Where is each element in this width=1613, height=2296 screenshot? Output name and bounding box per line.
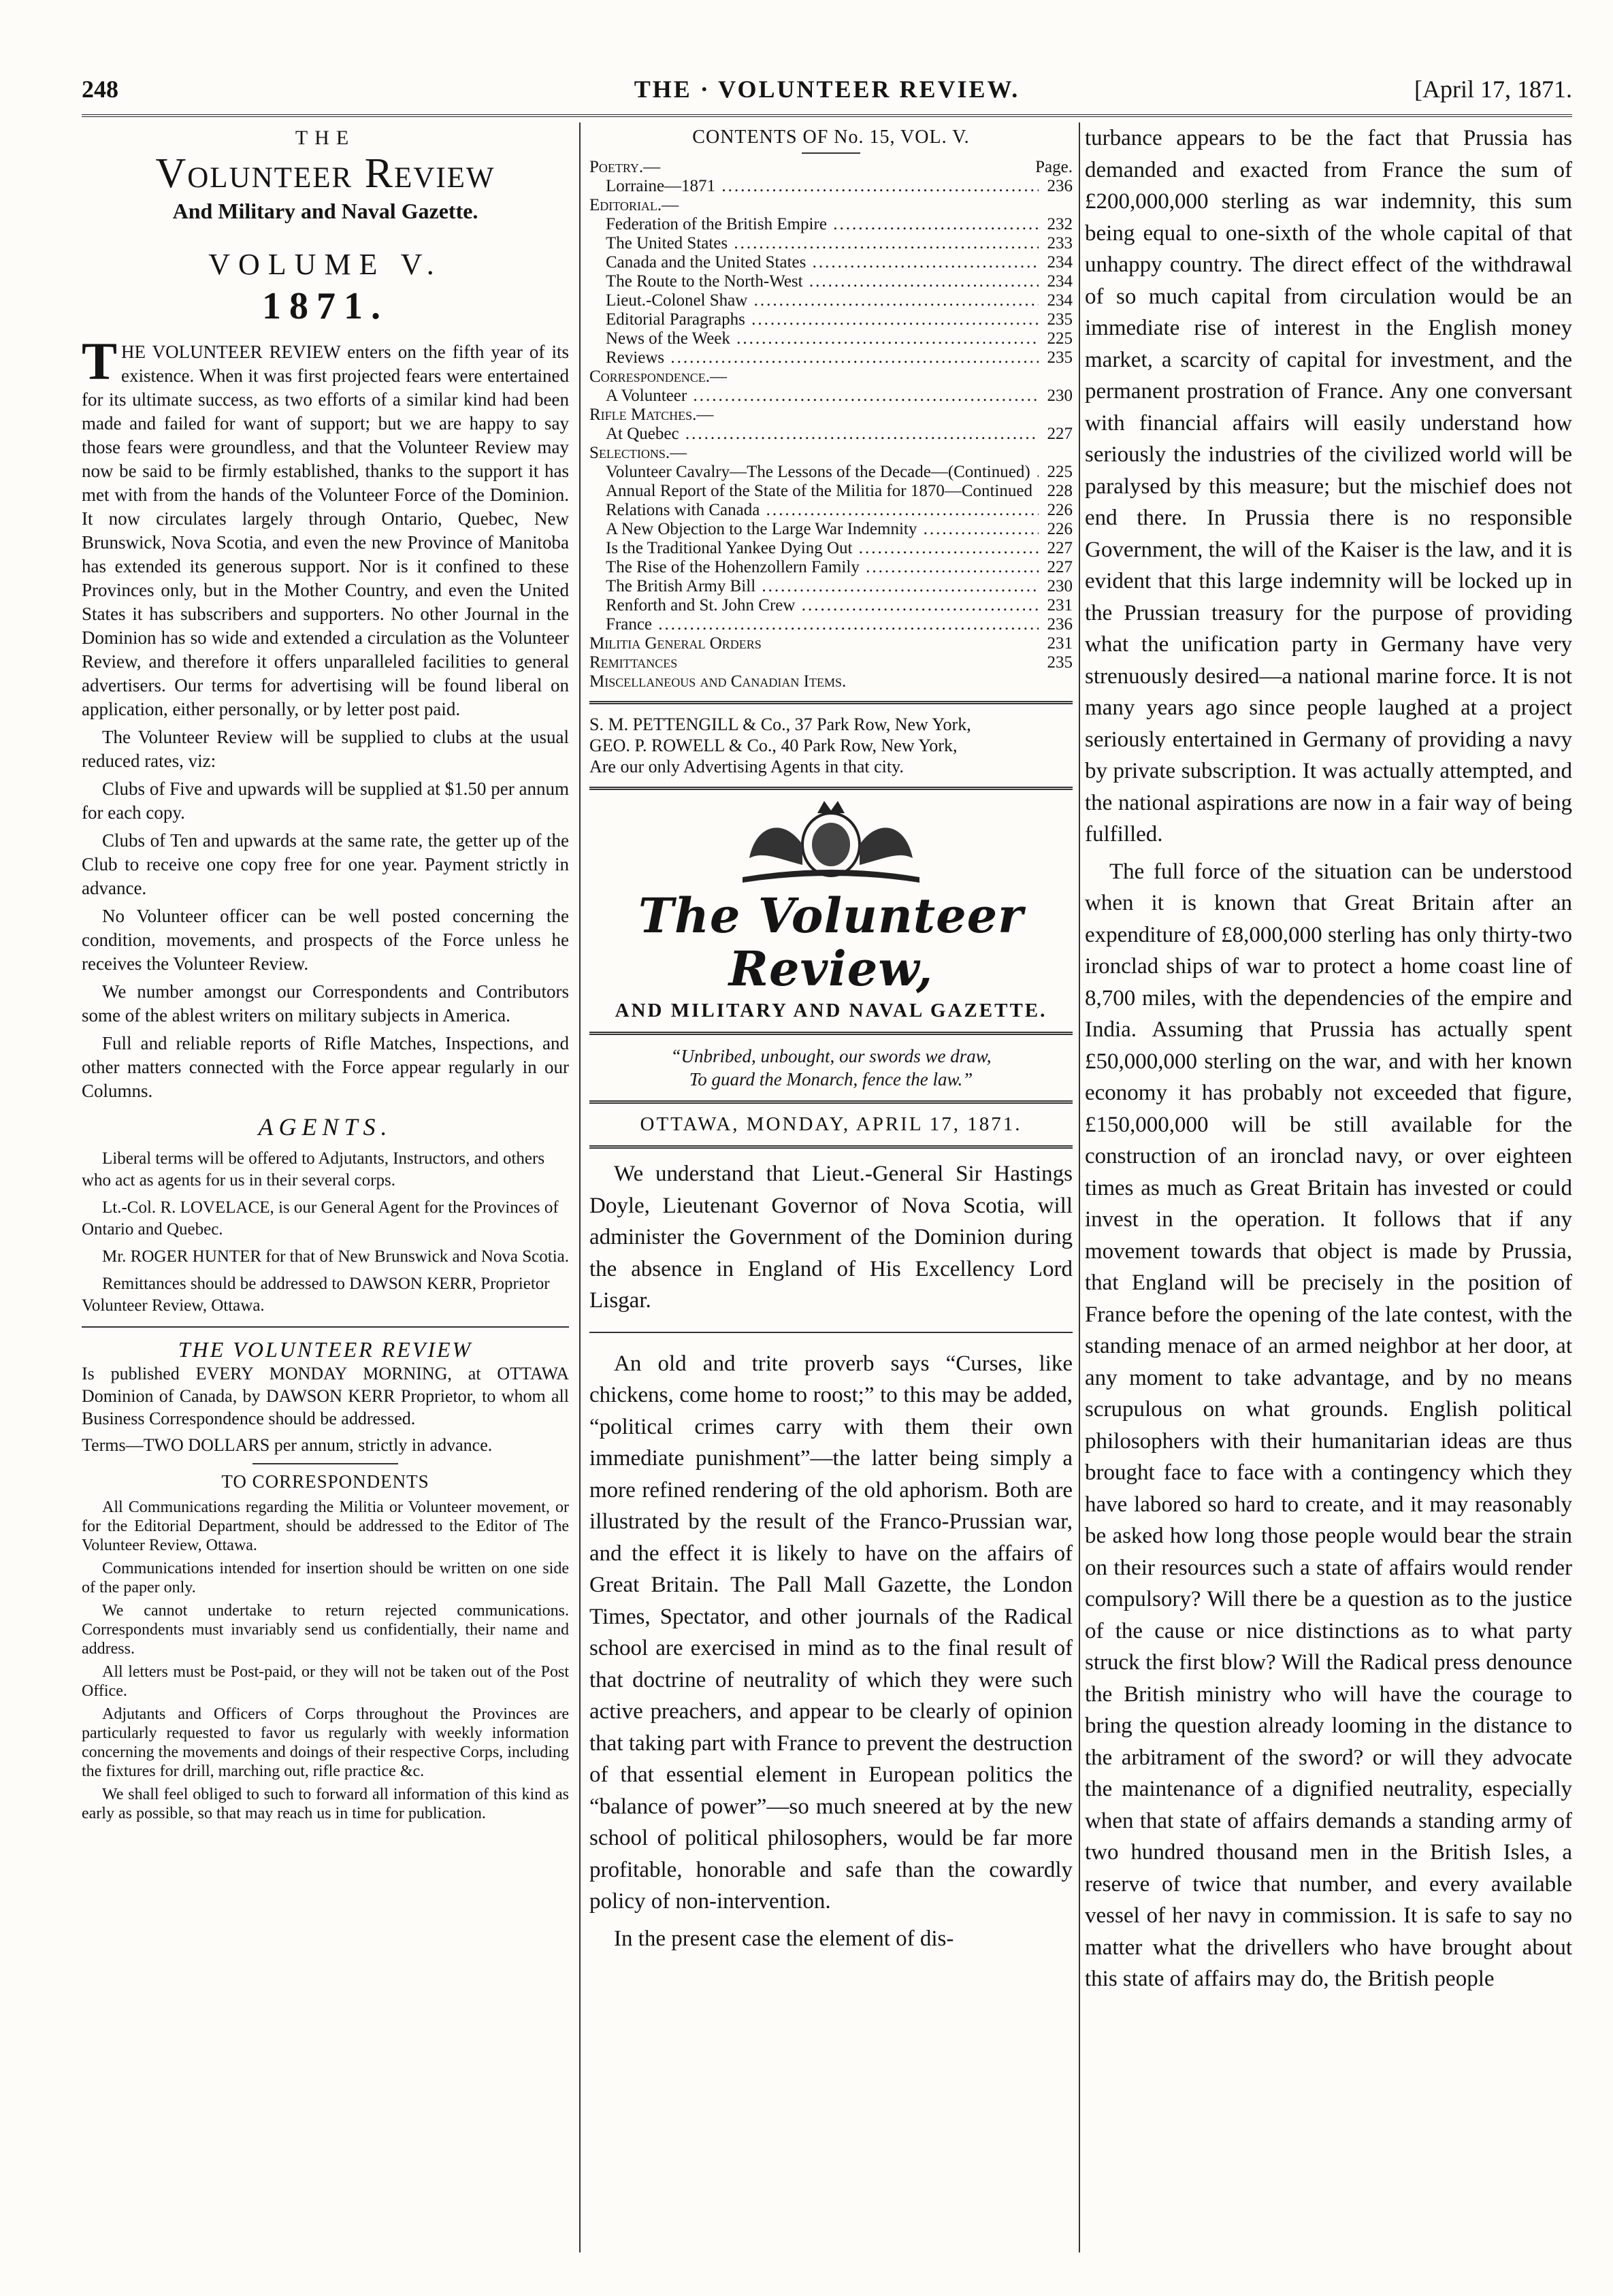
column-2 xyxy=(589,122,1073,2266)
royal-arms-emblem xyxy=(729,797,933,885)
contents-entry xyxy=(589,520,1073,539)
contents-entry-title: The Rise of the Hohenzollern Family ..... xyxy=(606,558,1039,577)
correspondence-postpaid: All letters must be Post-paid, or they will not be taken out of the Post Office. xyxy=(82,1663,569,1700)
contents-section-heading: Rifle Matches.— xyxy=(589,406,714,424)
paper-title: The Volunteer Review, xyxy=(638,887,1024,997)
contents-entry-title: France ..... xyxy=(606,615,1039,634)
article-doyle-text: We understand that Lieut.-General Sir Hastings Doyle, Lieutenant Governor of Nova Scotia, will administer the Government of the Dominion during the absence in England of His Excellency Lord Lisgar. xyxy=(589,1162,1073,1313)
contents-section-heading: Editorial.— xyxy=(589,196,679,214)
contents-entry-title: A New Objection to the Large War Indemnity ..... xyxy=(606,520,1039,539)
contents-entry xyxy=(589,482,1073,501)
contents-entry xyxy=(589,387,1073,406)
column-divider-1 xyxy=(579,122,581,2252)
advertising-agents xyxy=(589,714,1073,777)
correspondence-one-side: Communications intended for insertion should be written on one side of the paper only. xyxy=(82,1560,569,1596)
correspondence-forward: We shall feel obliged to such to forward all information of this kind as early as possible, so that may reach us in time for publication. xyxy=(82,1786,569,1822)
contents-section-heading: Militia General Orders xyxy=(589,634,762,653)
contents-entry-title: Relations with Canada ..... xyxy=(606,501,1039,520)
column-3 xyxy=(1085,122,1572,2266)
motto-line-2: To guard the Monarch, fence the law.” xyxy=(689,1069,973,1089)
contents-entry-title: The United States ..... xyxy=(606,234,1039,253)
contents-page-number: 230 xyxy=(1047,577,1073,595)
contents-entry-title: A Volunteer ..... xyxy=(606,387,1039,406)
contents-page-number: 231 xyxy=(1047,596,1073,614)
reports-note: Full and reliable reports of Rifle Matches, Inspections, and other matters connected with the Force appear regularly in our Columns. xyxy=(82,1033,569,1101)
contents-page-number: 228 xyxy=(1047,482,1073,500)
divider xyxy=(82,1326,569,1328)
contents-page-number: 225 xyxy=(1047,329,1073,348)
agent-lovelace: Lt.-Col. R. LOVELACE, is our General Agent for the Provinces of Ontario and Quebec. xyxy=(82,1198,559,1239)
contents-entry xyxy=(589,348,1073,367)
contents-entry-title: Is the Traditional Yankee Dying Out ..... xyxy=(606,539,1039,558)
contents-page-number: 230 xyxy=(1047,387,1073,405)
publication-info xyxy=(82,1362,569,1456)
contents-entry xyxy=(589,234,1073,253)
dateline: OTTAWA, MONDAY, APRIL 17, 1871. xyxy=(640,1113,1022,1135)
contributors-note: We number amongst our Correspondents and Contributors some of the ablest writers on military subjects in America. xyxy=(82,981,569,1026)
drop-cap: T xyxy=(82,331,118,391)
remittances-note: Remittances should be addressed to DAWSON KERR, Proprietor Volunteer Review, Ottawa. xyxy=(82,1275,550,1315)
contents-section-heading: Remittances xyxy=(589,653,678,672)
volume-year: 1871. xyxy=(262,285,389,327)
agent-hunter: Mr. ROGER HUNTER for that of New Brunswick and Nova Scotia. xyxy=(102,1247,569,1266)
header-rule xyxy=(82,114,1572,117)
contents-section-heading: Correspondence.— xyxy=(589,367,727,386)
contents-title: CONTENTS OF No. 15, VOL. V. xyxy=(692,127,970,148)
contents-page-number: 226 xyxy=(1047,520,1073,538)
contents-entry xyxy=(589,310,1073,329)
contents-page-number: 225 xyxy=(1047,463,1073,481)
contents-page-number: 227 xyxy=(1047,425,1073,443)
motto xyxy=(589,1045,1073,1091)
masthead-the: THE xyxy=(295,127,356,149)
publication-text: Is published EVERY MONDAY MORNING, at OTTAWA Dominion of Canada, by DAWSON KERR Proprietor, to whom all Business Correspondence should be addressed. xyxy=(82,1364,569,1428)
correspondents-heading: TO CORRESPONDENTS xyxy=(221,1471,429,1492)
masthead-subtitle: And Military and Naval Gazette. xyxy=(172,199,478,223)
contents-entry-title: At Quebec ..... xyxy=(606,425,1039,444)
contents-page-number: 236 xyxy=(1047,615,1073,634)
publication-box-title: THE VOLUNTEER REVIEW xyxy=(178,1337,473,1362)
intro-text: HE VOLUNTEER REVIEW enters on the fifth year of its existence. When it was first projected fears were entertained for its ultimate success, as two efforts of a similar kind had been made and failed for want of support; but we are happy to say those fears were groundless, and that the Volunteer Review may now be said to be firmly established, thanks to the support it has met with from the hands of the Volunteer Force of the Dominion. It now circulates largely through Ontario, Quebec, New Brunswick, Nova Scotia, and even the new Province of Manitoba has extended its generous support. Nor is it confined to these Provinces only, but in the Mother Country, and even the United States it has subscribers and supporters. No other Journal in the Dominion has so wide and extended a circulation as the Volunteer Review, and therefore it offers unparalleled facilities to general advertisers. Our terms for advertising will be found liberal on application, either personally, or by letter post paid. xyxy=(82,342,569,719)
contents-page-number: 234 xyxy=(1047,272,1073,291)
contents-entry-title: The British Army Bill ..... xyxy=(606,577,1039,596)
short-divider xyxy=(252,1463,399,1464)
article-proverb-tail: In the present case the element of dis- xyxy=(614,1926,954,1951)
paper-subtitle: AND MILITARY AND NAVAL GAZETTE. xyxy=(615,1000,1047,1021)
subscription-info xyxy=(82,725,569,1103)
contents-page-number: 227 xyxy=(1047,539,1073,557)
correspondence-rejected: We cannot undertake to return rejected communications. Correspondents must invariably send us confidentially, their name and address. xyxy=(82,1602,569,1658)
divider xyxy=(589,1332,1073,1333)
volume-label: VOLUME V. xyxy=(208,248,442,281)
correspondents-list xyxy=(82,1498,569,1823)
masthead-title: Volunteer Review xyxy=(155,150,495,197)
agent-pettengill: S. M. PETTENGILL & Co., 37 Park Row, New York, xyxy=(589,715,971,734)
double-divider xyxy=(589,787,1073,790)
contents-entry xyxy=(589,425,1073,444)
contents-entry xyxy=(589,291,1073,310)
agents-list xyxy=(82,1148,569,1317)
contents-page-number: 226 xyxy=(1047,501,1073,519)
contents-page-number: 231 xyxy=(1047,634,1073,653)
contents-page-number: 236 xyxy=(1047,177,1073,195)
article-continuation xyxy=(1085,122,1572,1995)
contents-list xyxy=(589,158,1073,691)
contents-entry xyxy=(589,463,1073,482)
column-1 xyxy=(82,122,569,2266)
article-proverb-text: An old and trite proverb says “Curses, like chickens, come home to roost;” to this may be added, “political crimes carry with them their own immediate punishment”—the latter being simply a more refined rendering of the old aphorism. Both are illustrated by the result of the Franco-Prussian war, and the effect it is likely to have on the affairs of Great Britain. The Pall Mall Gazette, the London Times, Spectator, and other journals of the Radical school are exercised in mind as to the final result of that doctrine of neutrality of which they were such active preachers, and appear to be clearly of opinion that taking part with France to prevent the destruction of that essential element in European politics the “balance of power”—so much sneered at by the new school of political philosophers, would be far more profitable, honorable and safe than the cowardly policy of non-intervention. xyxy=(589,1351,1073,1914)
contents-entry-title: The Route to the North-West ..... xyxy=(606,272,1039,291)
contents-entry-title: Canada and the United States ..... xyxy=(606,253,1039,272)
article-proverb xyxy=(589,1348,1073,1955)
clubs-of-five: Clubs of Five and upwards will be supplied at $1.50 per annum for each copy. xyxy=(82,778,569,823)
contents-entry-title: News of the Week ..... xyxy=(606,329,1039,348)
page-column-label: Page. xyxy=(1035,158,1073,176)
contents-entry-title: Federation of the British Empire ..... xyxy=(606,215,1039,234)
double-divider xyxy=(589,1145,1073,1149)
motto-line-1: “Unbribed, unbought, our swords we draw, xyxy=(670,1046,992,1066)
double-divider xyxy=(589,701,1073,704)
agents-terms: Liberal terms will be offered to Adjutants, Instructors, and others who act as agents for us in their several corps. xyxy=(82,1149,545,1190)
contents-section-heading: Poetry.— xyxy=(589,158,661,176)
contents-entry-title: Annual Report of the State of the Militia for 1870—Continued ..... xyxy=(606,482,1039,501)
article-doyle xyxy=(589,1158,1073,1317)
contents-page-number: 235 xyxy=(1047,310,1073,329)
contents-page-number: 232 xyxy=(1047,215,1073,233)
contents-entry xyxy=(589,329,1073,348)
continuation-para-1: turbance appears to be the fact that Prussia has demanded and exacted from France the sum of £200,000,000 sterling as war indemnity, this sum being equal to one-sixth of the whole capital of that unhappy country. The direct effect of the withdrawal of so much capital from circulation would be an immediate rise of interest in the English money market, a scarcity of capital for investment, and the permanent prostration of France. Any one conversant with financial affairs will easily understand how seriously the industries of the civilized world will be paralysed by this measure; but the mischief does not end there. In Prussia there is no responsible Government, the will of the Kaiser is the law, and it is evident that this large indemnity will be locked up in the Prussian treasury for the purpose of providing what the unification party in Germany have very strenuously desired—a national marine force. It is not many years ago since people laughed at a project seriously entertained in Germany of providing a navy by private subscription. It was actually attempted, and the national aspirations are now in a fair way of being fulfilled. xyxy=(1085,126,1572,847)
contents-entry xyxy=(589,577,1073,596)
contents-entry xyxy=(589,615,1073,634)
contents-page-number: 227 xyxy=(1047,558,1073,576)
contents-entry xyxy=(589,177,1073,196)
column-divider-2 xyxy=(1079,122,1080,2252)
contents-entry xyxy=(589,501,1073,520)
contents-page-number: 234 xyxy=(1047,253,1073,272)
contents-entry-title: Lieut.-Colonel Shaw ..... xyxy=(606,291,1039,310)
contents-section-heading: Selections.— xyxy=(589,444,687,462)
double-divider xyxy=(589,1100,1073,1104)
contents-entry-title: Lorraine—1871 ..... xyxy=(606,177,1039,196)
agent-rowell: GEO. P. ROWELL & Co., 40 Park Row, New York, xyxy=(589,736,958,755)
contents-entry-title: Editorial Paragraphs ..... xyxy=(606,310,1039,329)
page-number: 248 xyxy=(82,76,118,103)
continuation-para-2: The full force of the situation can be understood when it is known that Great Britain after an expenditure of £8,000,000 sterling has only thirty-two ironclad ships of war to protect a home coast line of 8,700 miles, with the dependencies of the empire and India. Assuming that Prussia has actually spent £50,000,000 sterling on the war, and with her known economy it has probably not exceeded that figure, £150,000,000 will be still available for the construction of an ironclad navy, or over eighteen times as much as Great Britain has invested or could invest in the operation. It follows that if any movement towards that object is made by Prussia, that England will be precisely in the position of France before the opening of the late contest, with the standing menace of an armed neighbor at her door, at any moment to take advantage, and by no means scrupulous on what grounds. English political philosophers with their humanitarian ideas are thus brought face to face with a contingency which they have labored so hard to create, and it may reasonably be asked how long those people would bear the strain on their resources such a state of affairs would render compulsory? Will there be a question as to the justice of the cause or nice distinctions as to what party struck the first blow? Will the Radical press denounce the British ministry who will have the courage to bring the question already looming in the distance to the arbitrament of the sword? or will they advocate the maintenance of a dignified neutrality, especially when that state of affairs demands a standing army of two hundred thousand men in the British Isles, a reserve of twice that number, and every available vessel of her navy in commission. It is safe to say no matter what the drivellers who have brought about this state of affairs may do, the British people xyxy=(1085,859,1572,1991)
officer-note: No Volunteer officer can be well posted concerning the condition, movements, and prospects of the Force unless he receives the Volunteer Review. xyxy=(82,906,569,974)
contents-entry-title: Volunteer Cavalry—The Lessons of the Decade—(Continued) ..... xyxy=(606,463,1039,482)
contents-page-number: 234 xyxy=(1047,291,1073,310)
contents-page-number: 235 xyxy=(1047,653,1073,672)
club-rates: The Volunteer Review will be supplied to clubs at the usual reduced rates, viz: xyxy=(82,727,569,771)
contents-page-number: 233 xyxy=(1047,234,1073,252)
page-header xyxy=(82,75,1572,116)
contents-entry xyxy=(589,215,1073,234)
contents-entry xyxy=(589,253,1073,272)
agents-heading: AGENTS. xyxy=(258,1113,393,1141)
agents-note-text: Are our only Advertising Agents in that city. xyxy=(589,757,904,776)
contents-entry xyxy=(589,596,1073,615)
contents-entry xyxy=(589,539,1073,558)
correspondence-address: All Communications regarding the Militia or Volunteer movement, or for the Editorial Department, should be addressed to the Editor of The Volunteer Review, Ottawa. xyxy=(82,1498,569,1554)
contents-entry xyxy=(589,558,1073,577)
clubs-of-ten: Clubs of Ten and upwards at the same rate, the getter up of the Club to receive one copy free for one year. Payment strictly in advance. xyxy=(82,830,569,898)
contents-section-heading: Miscellaneous and Canadian Items. xyxy=(589,672,847,691)
intro-block xyxy=(82,331,569,721)
contents-entry-title: Renforth and St. John Crew ..... xyxy=(606,596,1039,615)
running-title: THE · VOLUNTEER REVIEW. xyxy=(634,76,1020,103)
correspondence-adjutants: Adjutants and Officers of Corps throughout the Provinces are particularly requested to favor us regularly with weekly information concerning the movements and doings of their respective Corps, including the fixtures for drill, marching out, rifle practice &c. xyxy=(82,1705,569,1780)
contents-page-number: 235 xyxy=(1047,348,1073,367)
contents-entry-title: Reviews ..... xyxy=(606,348,1039,367)
terms-text: Terms—TWO DOLLARS per annum, strictly in advance. xyxy=(82,1435,493,1455)
header-date: [April 17, 1871. xyxy=(1414,76,1572,103)
contents-entry xyxy=(589,272,1073,291)
short-divider xyxy=(802,152,860,154)
double-divider xyxy=(589,1032,1073,1035)
